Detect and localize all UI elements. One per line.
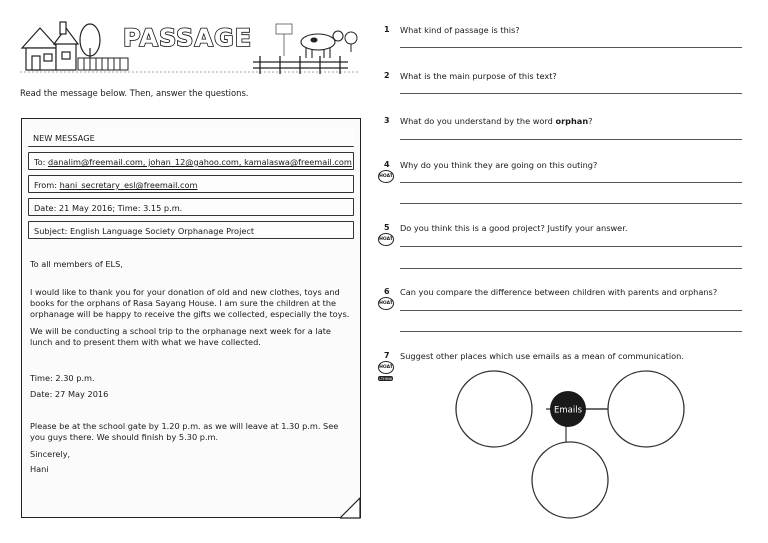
- to-row: [28, 152, 354, 170]
- farm-fence-icon: [253, 56, 348, 74]
- mindmap-circle-bottom: [532, 442, 608, 518]
- bush-icon: [345, 32, 357, 52]
- email-heading: NEW MESSAGE: [28, 129, 354, 147]
- answer-line[interactable]: [400, 93, 742, 94]
- from-value: hani_secretary_esl@freemail.com: [59, 180, 198, 190]
- question-number: 5: [384, 223, 390, 232]
- mind-map: [450, 368, 750, 528]
- question-text: [400, 71, 557, 81]
- answer-line[interactable]: [400, 139, 742, 140]
- date-row: Date: 21 May 2016; Time: 3.15 p.m.: [28, 198, 354, 216]
- question-text: [400, 25, 520, 35]
- question-text-main: What kind of passage is this?: [400, 25, 520, 35]
- question-number: 2: [384, 71, 390, 80]
- question-text-end: ?: [588, 116, 593, 126]
- hoat-badge: HOAT: [378, 233, 394, 246]
- from-label: From:: [34, 180, 58, 190]
- question-text: [400, 287, 717, 297]
- email-paragraph-3: Please be at the school gate by 1.20 p.m. as we will leave at 1.30 p.m. See you guys there. We should finish by 5.30 p.m.: [30, 421, 339, 442]
- email-signature: Hani: [30, 464, 49, 474]
- email-signoff: Sincerely,: [30, 449, 71, 459]
- answer-line[interactable]: [400, 310, 742, 311]
- email-greeting: To all members of ELS,: [30, 259, 123, 269]
- to-value: danalim@freemail.com, johan_12@gahoo.com, kamalaswa@freemail.com: [48, 157, 352, 167]
- question-text: [400, 223, 627, 233]
- question-number: 3: [384, 116, 390, 125]
- answer-line[interactable]: [400, 268, 742, 269]
- hoat-badge: HOAT: [378, 361, 394, 374]
- question-text-main: Suggest other places which use emails as a mean of communication.: [400, 351, 684, 361]
- house-icon: [22, 22, 78, 70]
- from-row: [28, 175, 354, 193]
- email-card: [21, 118, 361, 518]
- question-number: 6: [384, 287, 390, 296]
- question-number: 7: [384, 351, 390, 360]
- email-paragraph-2: We will be conducting a school trip to the orphanage next week for a late lunch and to present them with what we have collected.: [30, 326, 331, 347]
- answer-line[interactable]: [400, 47, 742, 48]
- mindmap-center-label: Emails: [553, 405, 583, 416]
- subject-row: Subject: English Language Society Orphanage Project: [28, 221, 354, 239]
- question-text-main: What do you understand by the word: [400, 116, 556, 126]
- ithink-badge: i-THINK: [378, 376, 393, 381]
- question-number: 4: [384, 160, 390, 169]
- hoat-badge: HOAT: [378, 170, 394, 183]
- answer-line[interactable]: [400, 203, 742, 204]
- hoat-badge: HOAT: [378, 297, 394, 310]
- answer-line[interactable]: [400, 246, 742, 247]
- question-text-main: Why do you think they are going on this outing?: [400, 160, 598, 170]
- question-text-main: Do you think this is a good project? Justify your answer.: [400, 223, 628, 233]
- fence-icon: [78, 58, 128, 70]
- to-label: To:: [34, 157, 46, 167]
- answer-line[interactable]: [400, 331, 742, 332]
- answer-line[interactable]: [400, 182, 742, 183]
- question-text: [400, 160, 597, 170]
- question-text: [400, 351, 684, 361]
- mindmap-circle-left: [456, 371, 532, 447]
- email-time: Time: 2.30 p.m.: [30, 373, 95, 383]
- email-paragraph-1: I would like to thank you for your donation of old and new clothes, toys and books for the orphans of Rasa Sayang House. I am sure the children at the orphanage will be happy to receive the gifts we collected, especially the toys.: [30, 287, 350, 319]
- mindmap-circle-right: [608, 371, 684, 447]
- question-text-main: Can you compare the difference between children with parents and orphans?: [400, 287, 718, 297]
- question-text: [400, 116, 593, 126]
- page-title: PASSAGE: [123, 24, 253, 52]
- page-curl-icon: [340, 496, 362, 520]
- mailbox-icon: [276, 24, 292, 56]
- instruction-text: Read the message below. Then, answer the questions.: [20, 88, 249, 98]
- question-keyword: orphan: [555, 116, 589, 126]
- question-number: 1: [384, 25, 390, 34]
- email-date: Date: 27 May 2016: [30, 389, 109, 399]
- cow-icon: [301, 31, 343, 58]
- question-text-main: What is the main purpose of this text?: [400, 71, 557, 81]
